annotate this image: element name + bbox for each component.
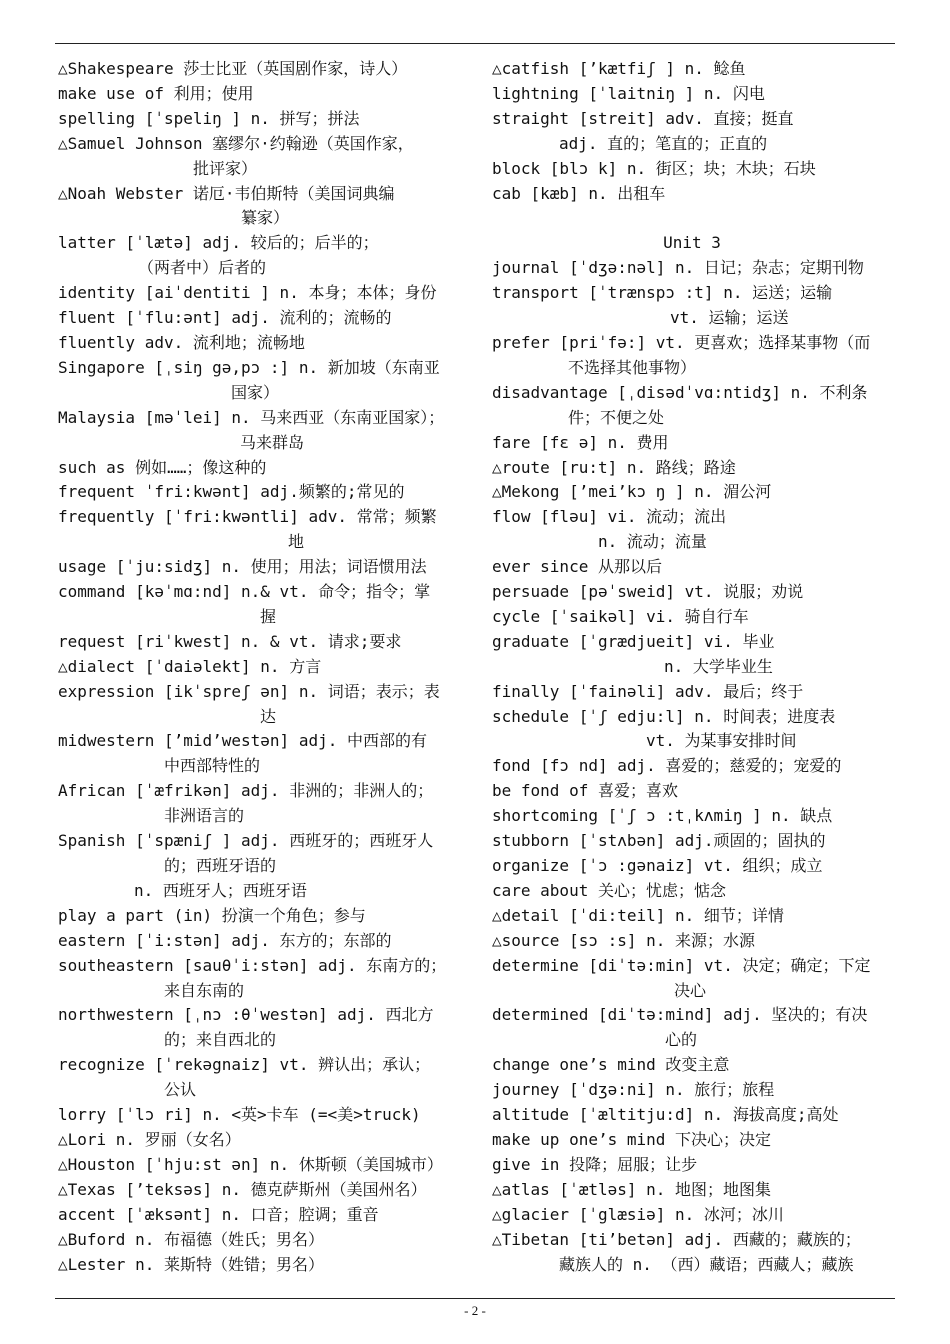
entry: △dialect [ˈdaiəlekt] n. 方言 (58, 656, 322, 676)
entry-continuation: 公认 (164, 1080, 197, 1100)
entry-continuation: 批评家） (193, 158, 258, 178)
entry-continuation: 达 (260, 706, 277, 726)
entry: northwestern [ˌnɔ :θˈwestən] adj. 西北方 (58, 1005, 434, 1025)
entry: play a part (in) 扮演一个角色；参与 (58, 905, 366, 925)
top-rule (55, 43, 895, 44)
entry: command [kəˈmɑ:nd] n.& vt. 命令；指令；掌 (58, 582, 431, 602)
entry-continuation: vt. 运输；运送 (670, 308, 789, 328)
entry: eastern [ˈi:stən] adj. 东方的；东部的 (58, 930, 392, 950)
bottom-rule (55, 1298, 895, 1299)
entry: straight [streit] adv. 直接；挺直 (492, 108, 794, 128)
entry: △Shakespeare 莎士比亚（英国剧作家，诗人） (58, 59, 408, 78)
entry: identity [aiˈdentiti ] n. 本身；本体；身份 (58, 283, 437, 303)
entry: flow [fləu] vi. 流动；流出 (492, 507, 727, 527)
entry: △Buford n. 布福德（姓氏；男名） (58, 1229, 324, 1249)
entry: such as 例如……；像这种的 (58, 457, 267, 477)
entry: determined [diˈtə:mind] adj. 坚决的；有决 (492, 1005, 868, 1025)
blank-line (492, 206, 892, 231)
entry-continuation: n. 大学毕业生 (664, 656, 773, 676)
entry: fare [fɛ ə] n. 费用 (492, 432, 669, 452)
entry: spelling [ˈspeliŋ ] n. 拼写；拼法 (58, 108, 360, 128)
entry: graduate [ˈgrædjueit] vi. 毕业 (492, 631, 775, 651)
entry: shortcoming [ˈʃ ɔ :tˌkʌmiŋ ] n. 缺点 (492, 806, 833, 826)
entry-continuation: 心的 (665, 1030, 698, 1050)
entry: organize [ˈɔ :gənaiz] vt. 组织；成立 (492, 856, 823, 875)
right-column (492, 57, 892, 1277)
entry-continuation: 非洲语言的 (164, 806, 245, 826)
entry-continuation: 不选择其他事物） (568, 357, 697, 377)
entry-continuation: 来自东南的 (164, 980, 245, 1000)
entry: △Tibetan [ti’betən] adj. 西藏的；藏族的； (492, 1229, 861, 1249)
entry: stubborn [ˈstʌbən] adj.顽固的；固执的 (492, 831, 826, 851)
entry: transport [ˈtrænspɔ :t] n. 运送；运输 (492, 283, 833, 303)
entry-continuation: 国家） (231, 382, 280, 402)
entry-continuation: n. 流动；流量 (598, 532, 707, 552)
entry: give in 投降；屈服；让步 (492, 1154, 698, 1174)
entry: Spanish [ˈspæniʃ ] adj. 西班牙的；西班牙人 (58, 831, 434, 851)
entry-continuation: 件；不便之处 (568, 407, 665, 427)
entry: cab [kæb] n. 出租车 (492, 183, 666, 203)
entry: latter [ˈlætə] adj. 较后的；后半的； (58, 233, 379, 253)
entry: △Noah Webster 诺厄·韦伯斯特（美国词典编 (58, 183, 395, 203)
entry: midwestern [’mid’westən] adj. 中西部的有 (58, 731, 427, 751)
unit-heading: Unit 3 (663, 233, 721, 253)
entry: frequent ˈfri:kwənt] adj.频繁的;常见的 (58, 482, 405, 502)
entry: southeastern [sauθˈi:stən] adj. 东南方的； (58, 955, 447, 975)
entry: lightning [ˈlaitniŋ ] n. 闪电 (492, 83, 765, 103)
entry: △Houston [ˈhju:st ən] n. 休斯顿（美国城市） (58, 1154, 443, 1174)
entry: block [blɔ k] n. 街区；块；木块；石块 (492, 158, 816, 178)
entry: lorry [ˈlɔ ri] n. <英>卡车 (=<美>truck) (58, 1105, 421, 1125)
entry-continuation: 马来群岛 (240, 432, 305, 452)
entry-continuation: 的；来自西北的 (164, 1030, 277, 1050)
entry: altitude [ˈæltitju:d] n. 海拔高度;高处 (492, 1105, 839, 1125)
entry: prefer [priˈfə:] vt. 更喜欢；选择某事物（而 (492, 332, 871, 352)
entry: Malaysia [məˈlei] n. 马来西亚（东南亚国家）； (58, 407, 445, 427)
entry-continuation: n. 西班牙人；西班牙语 (134, 880, 307, 900)
entry: be fond of 喜爱；喜欢 (492, 781, 678, 801)
entry: journal [ˈdʒə:nəl] n. 日记；杂志；定期刊物 (492, 258, 864, 278)
entry: △Samuel Johnson 塞缪尔·约翰逊（英国作家， (58, 133, 414, 153)
entry: Singapore [ˌsiŋ gə,pɔ :] n. 新加坡（东南亚 (58, 357, 440, 377)
entry: cycle [ˈsaikəl] vi. 骑自行车 (492, 606, 749, 626)
entry-continuation: 决心 (674, 980, 707, 1000)
entry: change one’s mind 改变主意 (492, 1055, 730, 1075)
entry: usage [ˈju:sidʒ] n. 使用；用法；词语惯用法 (58, 557, 427, 577)
entry: △route [ru:t] n. 路线；路途 (492, 457, 736, 477)
entry: make up one’s mind 下决心；决定 (492, 1129, 772, 1149)
entry: △glacier [ˈglæsiə] n. 冰河；冰川 (492, 1204, 784, 1224)
entry: recognize [ˈrekəgnaiz] vt. 辨认出；承认； (58, 1055, 431, 1075)
entry: ever since 从那以后 (492, 557, 662, 577)
entry-continuation: （两者中）后者的 (138, 258, 267, 278)
entry: determine [diˈtə:min] vt. 决定；确定；下定 (492, 955, 871, 975)
entry-continuation: 中西部特性的 (164, 756, 261, 776)
entry: care about 关心；忧虑；惦念 (492, 880, 726, 900)
entry: fluent [ˈflu:ənt] adj. 流利的；流畅的 (58, 308, 392, 328)
entry: △Lester n. 莱斯特（姓错；男名） (58, 1254, 324, 1274)
page-number: - 2 - (464, 1303, 486, 1318)
entry: fond [fɔ nd] adj. 喜爱的；慈爱的；宠爱的 (492, 756, 842, 776)
entry: expression [ikˈspreʃ ən] n. 词语；表示；表 (58, 681, 440, 701)
entry-continuation: 握 (260, 606, 277, 626)
entry: △catfish [’kætfiʃ ] n. 鲶鱼 (492, 59, 746, 78)
entry: △Lori n. 罗丽（女名） (58, 1129, 241, 1149)
entry: schedule [ˈʃ edju:l] n. 时间表；进度表 (492, 706, 836, 726)
entry: △atlas [ˈætləs] n. 地图；地图集 (492, 1179, 772, 1199)
entry-continuation: 纂家） (241, 208, 290, 228)
entry: fluently adv. 流利地；流畅地 (58, 332, 305, 352)
entry-continuation: 藏族人的 n. （西）藏语；西藏人；藏族 (559, 1254, 854, 1274)
entry-continuation: 地 (288, 532, 305, 552)
entry: △Texas [’teksəs] n. 德克萨斯州（美国州名） (58, 1179, 427, 1199)
entry: persuade [pəˈsweid] vt. 说服；劝说 (492, 582, 804, 602)
entry: △source [sɔ :s] n. 来源；水源 (492, 930, 756, 950)
entry: accent [ˈæksənt] n. 口音；腔调；重音 (58, 1204, 379, 1224)
entry: journey [ˈdʒə:ni] n. 旅行；旅程 (492, 1080, 775, 1100)
entry: frequently [ˈfri:kwəntli] adv. 常常；频繁 (58, 507, 437, 527)
left-column (58, 57, 458, 1277)
entry-continuation: adj. 直的；笔直的；正直的 (559, 133, 768, 153)
entry: △Mekong [’mei’kɔ ŋ ] n. 湄公河 (492, 482, 772, 502)
entry-continuation: 的；西班牙语的 (164, 856, 277, 875)
entry: request [riˈkwest] n. & vt. 请求;要求 (58, 631, 402, 651)
entry: △detail [ˈdi:teil] n. 细节；详情 (492, 905, 784, 925)
entry: African [ˈæfrikən] adj. 非洲的；非洲人的； (58, 781, 434, 801)
entry-continuation: vt. 为某事安排时间 (646, 731, 797, 751)
entry: finally [ˈfainəli] adv. 最后；终于 (492, 681, 804, 701)
entry: disadvantage [ˌdisədˈvɑ:ntidʒ] n. 不利条 (492, 382, 868, 402)
entry: make use of 利用；使用 (58, 83, 254, 103)
